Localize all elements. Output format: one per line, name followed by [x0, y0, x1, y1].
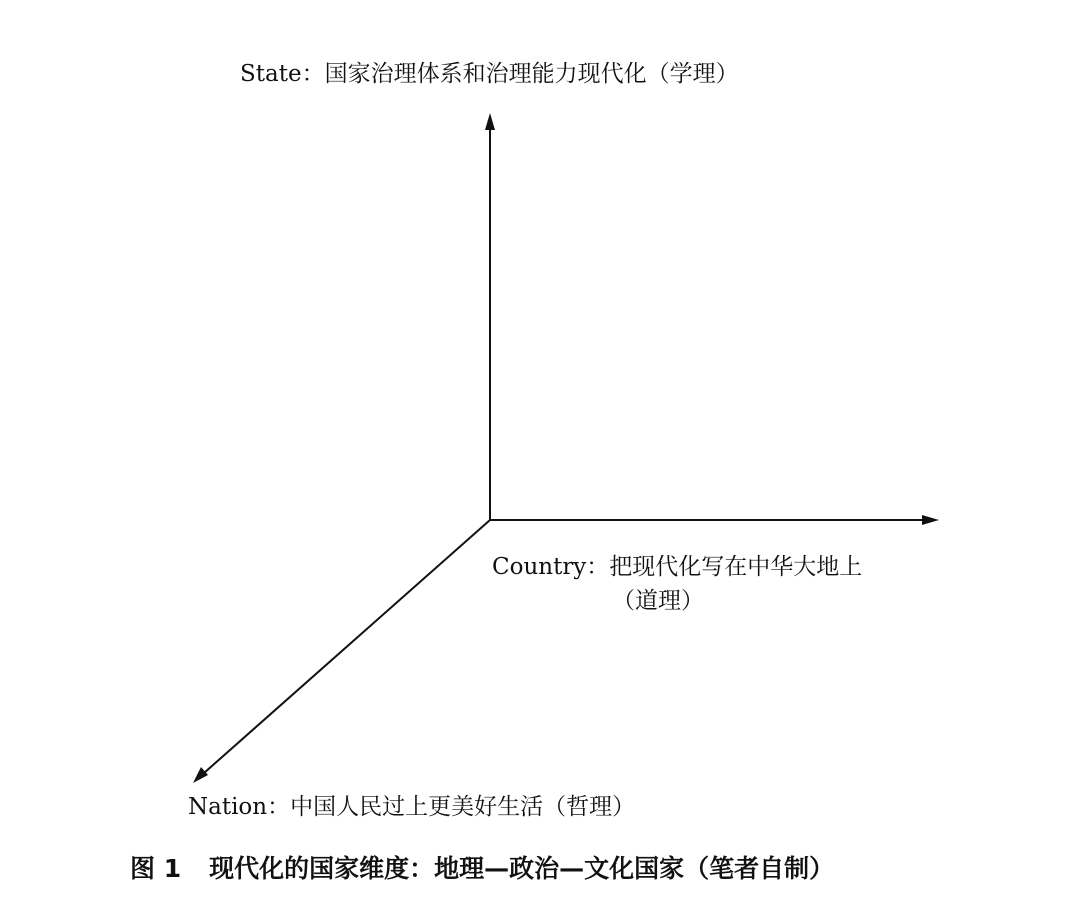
state-axis-arrowhead	[485, 113, 495, 130]
country-axis-label: Country：把现代化写在中华大地上	[492, 554, 863, 580]
nation-axis-label: Nation：中国人民过上更美好生活（哲理）	[188, 794, 636, 820]
figure-number: 图 1	[130, 854, 182, 883]
country-axis-label-continuation: （道理）	[612, 588, 704, 614]
country-axis-arrowhead	[922, 515, 939, 525]
nation-axis-line	[204, 520, 490, 773]
nation-axis-arrowhead	[193, 767, 208, 783]
figure-caption-text: 现代化的国家维度：地理—政治—文化国家（笔者自制）	[209, 854, 835, 883]
state-axis-label: State：国家治理体系和治理能力现代化（学理）	[240, 61, 739, 87]
figure-caption	[130, 852, 834, 886]
